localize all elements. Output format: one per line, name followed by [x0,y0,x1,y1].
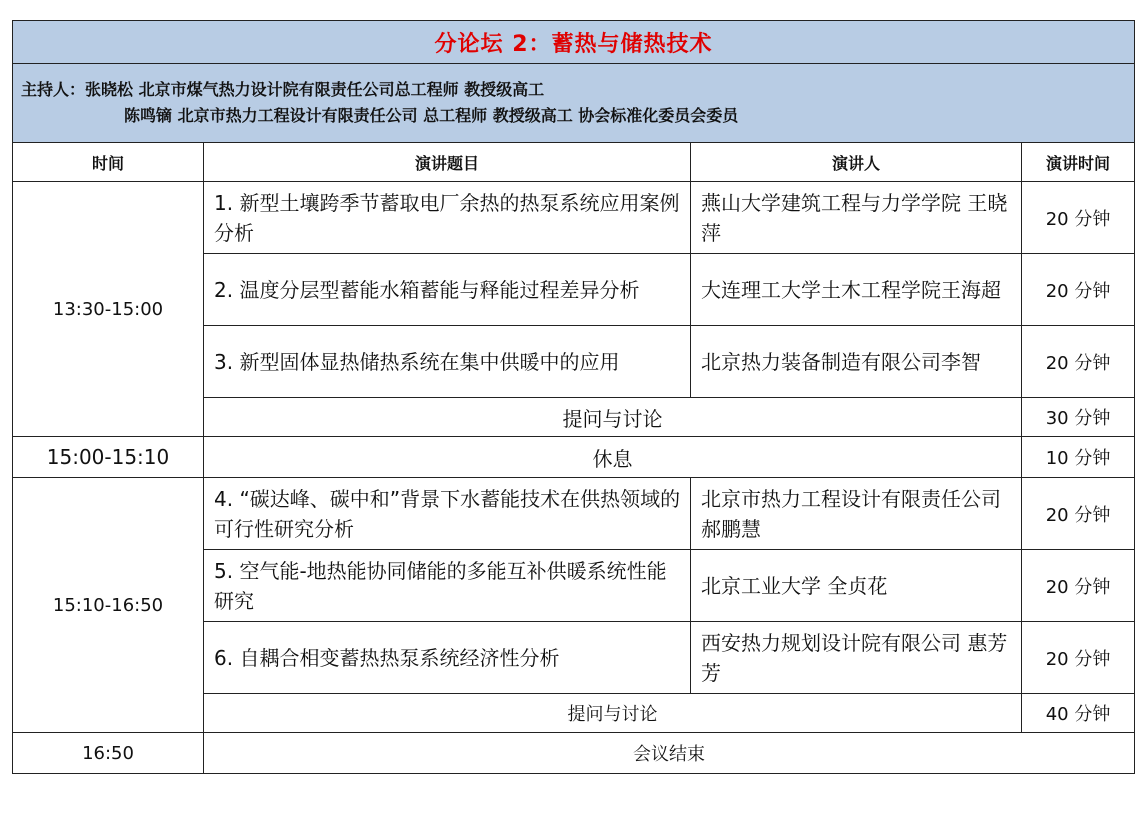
qa-duration: 40 分钟 [1022,694,1135,733]
talk-topic: 6. 自耦合相变蓄热热泵系统经济性分析 [204,622,691,694]
qa-label: 提问与讨论 [204,398,1022,437]
forum-title: 分论坛 2：蓄热与储热技术 [13,21,1135,64]
table-row [13,182,1135,254]
talk-topic: 3. 新型固体显热储热系统在集中供暖中的应用 [204,326,691,398]
closing-label: 会议结束 [204,733,1135,774]
talk-speaker: 西安热力规划设计院有限公司 惠芳芳 [691,622,1022,694]
talk-speaker: 北京工业大学 全贞花 [691,550,1022,622]
talk-duration: 20 分钟 [1022,182,1135,254]
hosts-block [13,64,1135,143]
talk-duration: 20 分钟 [1022,550,1135,622]
talk-speaker: 大连理工大学土木工程学院王海超 [691,254,1022,326]
break-time: 15:00-15:10 [13,437,204,478]
qa-label: 提问与讨论 [204,694,1022,733]
break-label: 休息 [204,437,1022,478]
talk-topic: 5. 空气能-地热能协同储能的多能互补供暖系统性能研究 [204,550,691,622]
talk-speaker: 北京热力装备制造有限公司李智 [691,326,1022,398]
agenda-sheet [12,20,1134,774]
qa-duration: 30 分钟 [1022,398,1135,437]
talk-duration: 20 分钟 [1022,254,1135,326]
talk-duration: 20 分钟 [1022,478,1135,550]
closing-time: 16:50 [13,733,204,774]
talk-speaker: 燕山大学建筑工程与力学学院 王晓萍 [691,182,1022,254]
header-topic: 演讲题目 [204,143,691,182]
agenda-table [12,20,1135,774]
talk-topic: 4. “碳达峰、碳中和”背景下水蓄能技术在供热领域的可行性研究分析 [204,478,691,550]
header-time: 时间 [13,143,204,182]
table-row [13,478,1135,550]
session-time: 13:30-15:00 [13,182,204,437]
break-duration: 10 分钟 [1022,437,1135,478]
break-row [13,437,1135,478]
talk-topic: 2. 温度分层型蓄能水箱蓄能与释能过程差异分析 [204,254,691,326]
header-row [13,143,1135,182]
host-line-1: 主持人：张晓松 北京市煤气热力设计院有限责任公司总工程师 教授级高工 [21,80,545,99]
header-duration: 演讲时间 [1022,143,1135,182]
talk-speaker: 北京市热力工程设计有限责任公司 郝鹏慧 [691,478,1022,550]
closing-row [13,733,1135,774]
host-line-2: 陈鸣镝 北京市热力工程设计有限责任公司 总工程师 教授级高工 协会标准化委员会委员 [124,106,739,125]
talk-duration: 20 分钟 [1022,326,1135,398]
session-time: 15:10-16:50 [13,478,204,733]
talk-duration: 20 分钟 [1022,622,1135,694]
header-speaker: 演讲人 [691,143,1022,182]
talk-topic: 1. 新型土壤跨季节蓄取电厂余热的热泵系统应用案例分析 [204,182,691,254]
